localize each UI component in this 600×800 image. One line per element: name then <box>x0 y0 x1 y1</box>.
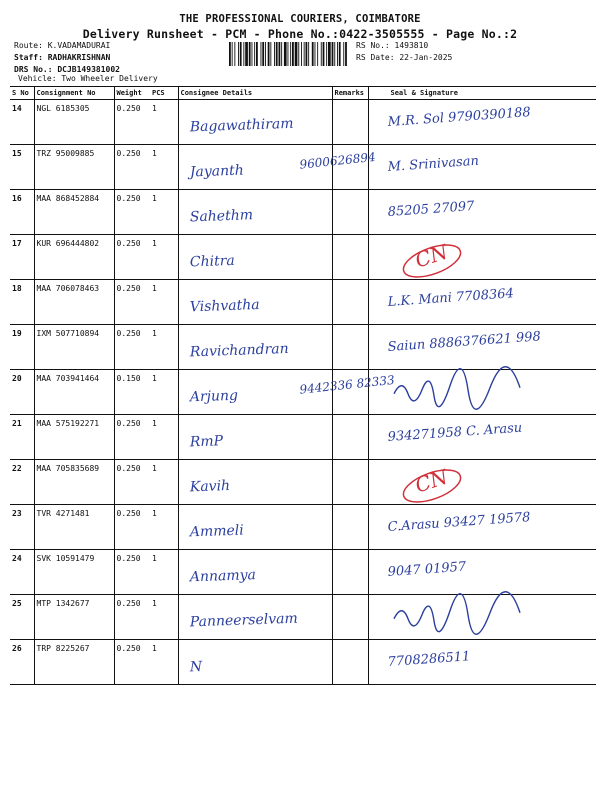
row-signature-cell <box>368 190 596 235</box>
handwritten-consignee: Panneerselvam <box>189 610 298 631</box>
row-weight: 0.250 <box>114 505 150 550</box>
table-header-row <box>10 87 596 100</box>
row-remarks-cell <box>332 505 368 550</box>
table-row <box>10 190 596 235</box>
row-pcs: 1 <box>150 100 178 145</box>
row-pcs: 1 <box>150 145 178 190</box>
row-consignee-cell <box>178 190 332 235</box>
row-consignment-no: MAA 575192271 <box>34 415 114 460</box>
row-consignment-no: MAA 705835689 <box>34 460 114 505</box>
row-consignee-cell <box>178 100 332 145</box>
row-weight: 0.250 <box>114 595 150 640</box>
row-remarks-cell <box>332 550 368 595</box>
row-sno: 22 <box>10 460 34 505</box>
route-label: Route: K.VADAMADURAI <box>14 41 111 50</box>
handwritten-consignee: Vishvatha <box>189 296 260 316</box>
row-weight: 0.250 <box>114 460 150 505</box>
table-row <box>10 460 596 505</box>
row-remarks-cell <box>332 415 368 460</box>
row-pcs: 1 <box>150 550 178 595</box>
row-consignment-no: SVK 10591479 <box>34 550 114 595</box>
col-header-weight: Weight <box>114 87 150 100</box>
handwritten-cn-mark: CN <box>412 464 451 498</box>
row-signature-cell <box>368 505 596 550</box>
row-remarks-cell <box>332 100 368 145</box>
row-consignment-no: NGL 6185305 <box>34 100 114 145</box>
row-remarks-cell <box>332 370 368 415</box>
handwritten-cn-mark: CN <box>412 239 451 273</box>
row-consignee-cell <box>178 235 332 280</box>
handwritten-consignee: Ravichandran <box>189 340 289 361</box>
rs-date: RS Date: 22-Jan-2025 <box>356 53 453 62</box>
row-signature-cell <box>368 460 596 505</box>
table-row <box>10 370 596 415</box>
row-consignee-cell <box>178 145 332 190</box>
row-sno: 20 <box>10 370 34 415</box>
row-remarks-cell <box>332 190 368 235</box>
row-consignment-no: TRZ 95009885 <box>34 145 114 190</box>
row-consignment-no: KUR 696444802 <box>34 235 114 280</box>
row-sno: 19 <box>10 325 34 370</box>
row-weight: 0.250 <box>114 640 150 685</box>
row-pcs: 1 <box>150 235 178 280</box>
row-signature-cell <box>368 550 596 595</box>
row-consignee-cell <box>178 640 332 685</box>
row-pcs: 1 <box>150 280 178 325</box>
row-signature-cell <box>368 235 596 280</box>
handwritten-signature: 7708286511 <box>387 649 471 670</box>
vehicle-label: Vehicle: Two Wheeler Delivery <box>18 74 158 83</box>
row-consignee-cell <box>178 550 332 595</box>
row-weight: 0.250 <box>114 145 150 190</box>
row-remarks-cell <box>332 280 368 325</box>
handwritten-signature: 934271958 C. Arasu <box>387 420 523 445</box>
row-weight: 0.250 <box>114 415 150 460</box>
row-sno: 16 <box>10 190 34 235</box>
row-signature-cell <box>368 145 596 190</box>
row-signature-cell <box>368 370 596 415</box>
table-row <box>10 235 596 280</box>
row-pcs: 1 <box>150 325 178 370</box>
row-sno: 24 <box>10 550 34 595</box>
row-remarks-cell <box>332 145 368 190</box>
row-consignment-no: MTP 1342677 <box>34 595 114 640</box>
row-consignee-cell <box>178 325 332 370</box>
row-remarks-cell <box>332 235 368 280</box>
row-consignee-cell <box>178 595 332 640</box>
row-pcs: 1 <box>150 505 178 550</box>
row-pcs: 1 <box>150 640 178 685</box>
col-header-signature: Seal & Signature <box>368 87 596 100</box>
runsheet-subtitle: Delivery Runsheet - PCM - Phone No.:0422-3505555 - Page No.:2 <box>82 27 518 41</box>
row-consignee-cell <box>178 370 332 415</box>
table-row <box>10 145 596 190</box>
drs-number: DRS No.: DCJB149381002 <box>14 65 120 74</box>
row-consignee-cell <box>178 280 332 325</box>
row-consignee-cell <box>178 415 332 460</box>
staff-label: Staff: RADHAKRISHNAN <box>14 53 111 62</box>
table-row <box>10 325 596 370</box>
row-signature-cell <box>368 280 596 325</box>
table-row <box>10 550 596 595</box>
handwritten-consignee: Jayanth <box>189 162 244 181</box>
handwritten-consignee: Arjung <box>189 387 239 406</box>
handwritten-signature: Saiun 8886376621 998 <box>387 329 542 355</box>
table-row <box>10 100 596 145</box>
row-sno: 23 <box>10 505 34 550</box>
row-weight: 0.250 <box>114 100 150 145</box>
handwritten-signature: 85205 27097 <box>387 198 475 220</box>
col-header-sno: S No <box>10 87 34 100</box>
row-consignment-no: MAA 703941464 <box>34 370 114 415</box>
handwritten-consignee: Sahethm <box>189 207 254 226</box>
row-signature-cell <box>368 640 596 685</box>
row-signature-cell <box>368 415 596 460</box>
row-weight: 0.250 <box>114 550 150 595</box>
row-weight: 0.250 <box>114 280 150 325</box>
row-signature-cell <box>368 100 596 145</box>
handwritten-consignee: Bagawathiram <box>189 115 294 136</box>
row-sno: 18 <box>10 280 34 325</box>
col-header-consignee: Consignee Details <box>178 87 332 100</box>
handwritten-consignee: Ammeli <box>189 522 245 541</box>
col-header-remarks: Remarks <box>332 87 368 100</box>
row-consignment-no: MAA 868452884 <box>34 190 114 235</box>
row-weight: 0.250 <box>114 235 150 280</box>
row-sno: 21 <box>10 415 34 460</box>
row-consignee-cell <box>178 505 332 550</box>
row-sno: 26 <box>10 640 34 685</box>
row-pcs: 1 <box>150 190 178 235</box>
handwritten-remarks: 9600626894 <box>298 149 377 172</box>
row-signature-cell <box>368 325 596 370</box>
col-header-pcs: PCS <box>150 87 178 100</box>
handwritten-consignee: RmP <box>189 433 224 451</box>
handwritten-consignee: Chitra <box>189 252 235 271</box>
handwritten-signature: M.R. Sol 9790390188 <box>387 105 532 130</box>
handwritten-consignee: N <box>189 658 203 676</box>
handwritten-signature: M. Srinivasan <box>387 153 480 175</box>
table-row <box>10 640 596 685</box>
row-consignee-cell <box>178 460 332 505</box>
rs-number: RS No.: 1493810 <box>356 41 429 50</box>
row-signature-cell <box>368 595 596 640</box>
row-sno: 25 <box>10 595 34 640</box>
row-remarks-cell <box>332 460 368 505</box>
handwritten-remarks: 9442336 82333 <box>298 372 396 397</box>
row-weight: 0.150 <box>114 370 150 415</box>
row-remarks-cell <box>332 325 368 370</box>
runsheet-title: THE PROFESSIONAL COURIERS, COIMBATORE <box>179 13 421 25</box>
row-remarks-cell <box>332 640 368 685</box>
row-sno: 17 <box>10 235 34 280</box>
handwritten-consignee: Kavih <box>189 478 231 496</box>
handwritten-signature: C.Arasu 93427 19578 <box>387 510 531 535</box>
row-pcs: 1 <box>150 595 178 640</box>
table-row <box>10 595 596 640</box>
handwritten-consignee: Annamya <box>189 567 257 586</box>
runsheet-table <box>10 86 596 685</box>
table-row <box>10 505 596 550</box>
row-pcs: 1 <box>150 370 178 415</box>
row-sno: 14 <box>10 100 34 145</box>
barcode <box>229 42 347 66</box>
handwritten-signature: L.K. Mani 7708364 <box>387 286 515 310</box>
row-weight: 0.250 <box>114 325 150 370</box>
row-pcs: 1 <box>150 460 178 505</box>
row-pcs: 1 <box>150 415 178 460</box>
row-sno: 15 <box>10 145 34 190</box>
table-row <box>10 280 596 325</box>
col-header-consignment: Consignment No <box>34 87 114 100</box>
table-row <box>10 415 596 460</box>
row-weight: 0.250 <box>114 190 150 235</box>
row-consignment-no: TVR 4271481 <box>34 505 114 550</box>
handwritten-signature: 9047 01957 <box>387 559 467 580</box>
row-consignment-no: IXM 507710894 <box>34 325 114 370</box>
row-consignment-no: MAA 706078463 <box>34 280 114 325</box>
row-consignment-no: TRP 8225267 <box>34 640 114 685</box>
row-remarks-cell <box>332 595 368 640</box>
